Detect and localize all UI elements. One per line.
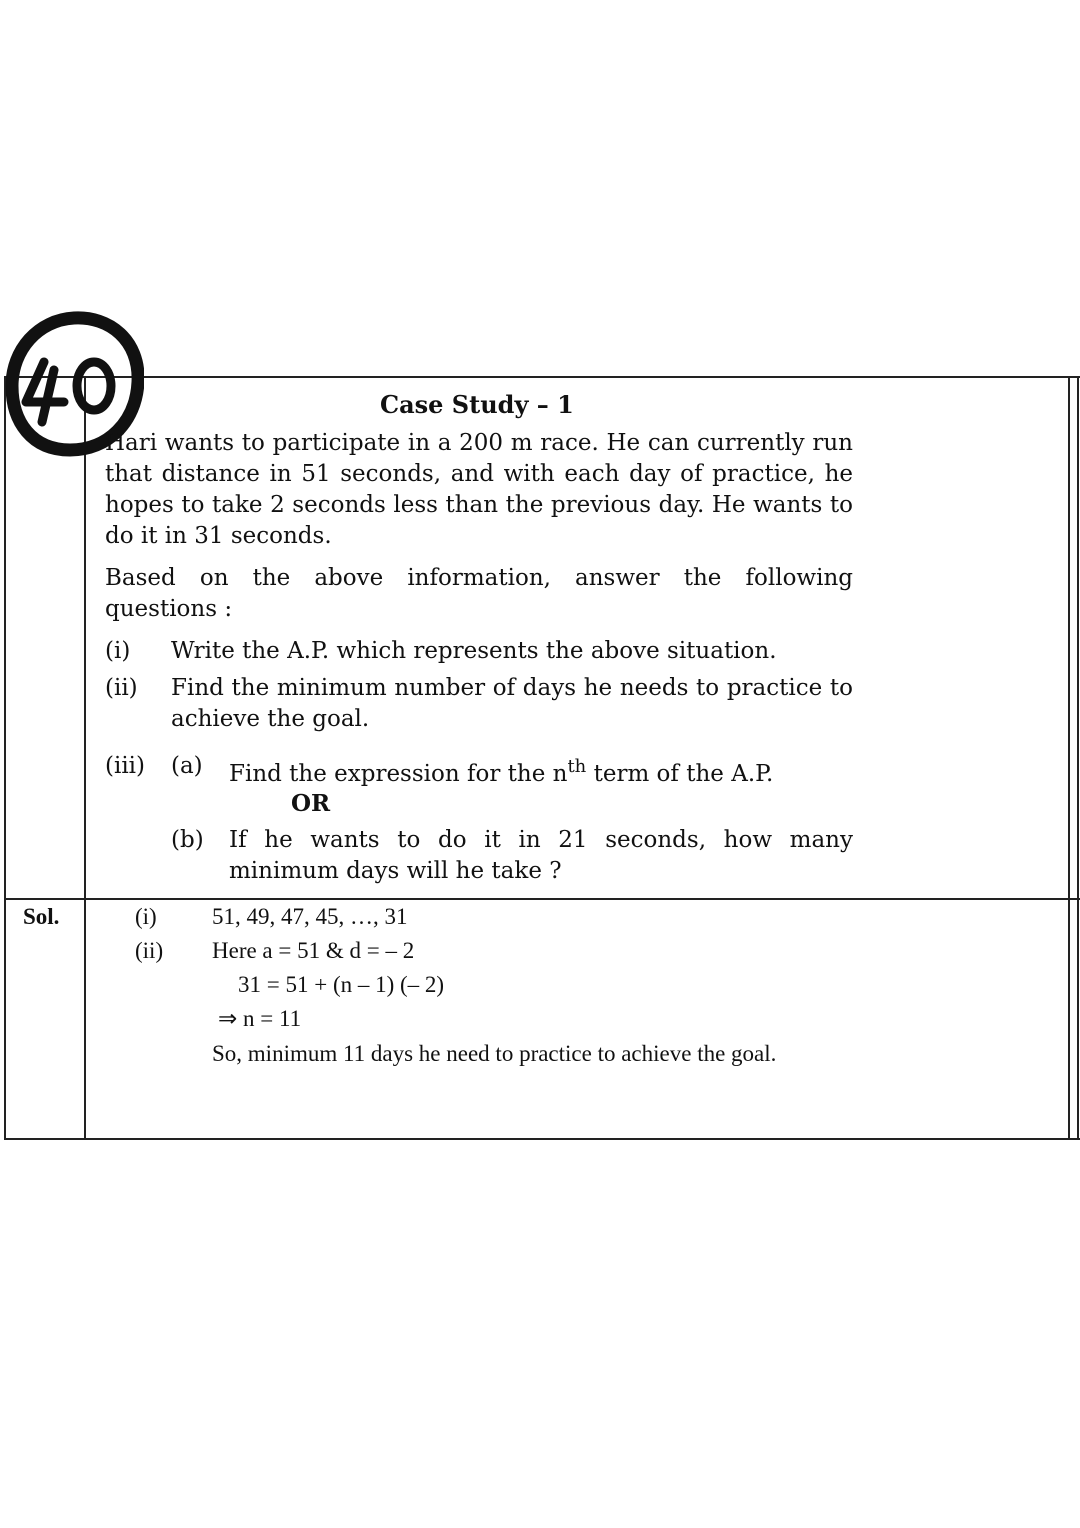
question-iii-a-text-before: Find the expression for the n — [229, 761, 568, 787]
question-iii-a-text — [229, 751, 853, 790]
question-i-number: (i) — [105, 638, 131, 664]
solution-ii-line-3: ⇒ n = 11 — [218, 1006, 302, 1031]
solution-ii-line-2: 31 = 51 + (n – 1) (– 2) — [238, 972, 445, 997]
table-border-top — [4, 376, 1080, 378]
solution-ii-line-4: So, minimum 11 days he need to practice to achieve the goal. — [212, 1041, 777, 1066]
case-study-title: Case Study – 1 — [380, 390, 574, 419]
question-iii-a-text-after: term of the A.P. — [586, 761, 774, 787]
solution-i-number: (i) — [135, 904, 157, 929]
solution-ii-line-1: Here a = 51 & d = – 2 — [212, 938, 415, 963]
solution-i-text: 51, 49, 47, 45, …, 31 — [212, 904, 408, 929]
table-border-bottom — [4, 1138, 1080, 1140]
question-iii-a-label: (a) — [171, 753, 203, 779]
case-study-paragraph: Hari wants to participate in a 200 m race. He can currently run that distance in 51 seconds, and with each day of practice, he hopes to take 2 seconds less than the previous day. He wants to do it in 31 seconds. — [105, 430, 853, 549]
question-iii-a-superscript: th — [567, 756, 587, 777]
or-label: OR — [291, 790, 331, 817]
solution-label: Sol. — [23, 904, 60, 929]
table-column-divider — [84, 376, 86, 1140]
table-border-middle — [4, 898, 1080, 900]
solution-ii-number: (ii) — [135, 938, 164, 963]
table-border-left — [4, 376, 6, 1140]
question-i-text: Write the A.P. which represents the above situation. — [171, 638, 777, 664]
question-iii-b-text: If he wants to do it in 21 seconds, how many minimum days will he take ? — [229, 827, 853, 884]
table-border-edge — [1077, 376, 1079, 1140]
question-ii-text: Find the minimum number of days he needs to practice to achieve the goal. — [171, 675, 853, 732]
question-ii-number: (ii) — [105, 675, 138, 701]
question-iii-b-label: (b) — [171, 827, 204, 853]
table-border-right — [1068, 376, 1070, 1140]
question-iii-number: (iii) — [105, 753, 146, 779]
instruction-paragraph: Based on the above information, answer the following questions : — [105, 565, 853, 622]
